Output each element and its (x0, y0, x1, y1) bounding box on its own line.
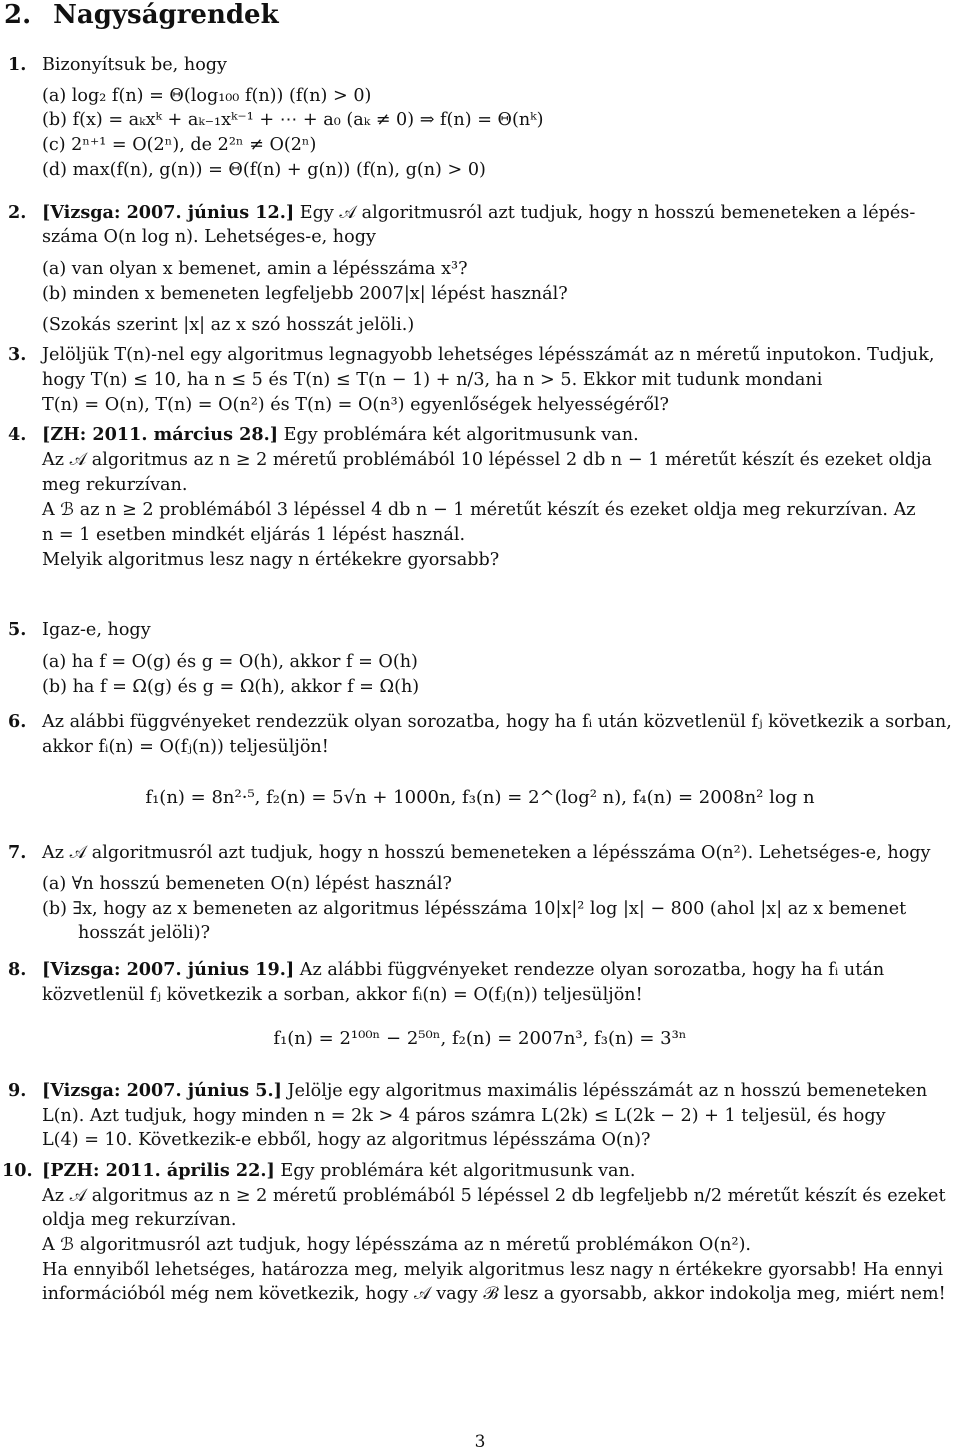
problem-10-line-2: Az 𝒜 algoritmus az n ≥ 2 méretű problémából 5 lépéssel 2 db legfeljebb n/2 méretűt készít és ezeket (42, 1186, 946, 1206)
problem-6-formula: f₁(n) = 8n²·⁵, f₂(n) = 5√n + 1000n, f₃(n) = 2^(log² n), f₄(n) = 2008n² log n (145, 787, 815, 808)
problem-1-item-a: (a) log₂ f(n) = Θ(log₁₀₀ f(n)) (f(n) > 0) (42, 86, 372, 106)
problem-4-line-2: Az 𝒜 algoritmus az n ≥ 2 méretű problémából 10 lépéssel 2 db n − 1 méretűt készít és ezeket oldja (42, 450, 932, 470)
problem-8-formula: f₁(n) = 2¹⁰⁰ⁿ − 2⁵⁰ⁿ, f₂(n) = 2007n³, f₃(n) = 3³ⁿ (273, 1028, 687, 1049)
problem-4-line-6: Melyik algoritmus lesz nagy n értékekre gyorsabb? (42, 550, 500, 570)
problem-4-line-1 (42, 423, 954, 447)
problem-2-text-1: Egy 𝒜 algoritmusról azt tudjuk, hogy n hosszú bemeneteken a lépés- (294, 203, 916, 223)
problem-3-line-3: T(n) = O(n), T(n) = O(n²) és T(n) = O(n³) egyenlőségek helyességéről? (42, 395, 669, 415)
section-title: Nagyságrendek (53, 0, 279, 30)
problem-2-note: (Szokás szerint |x| az x szó hosszát jelöli.) (42, 315, 415, 335)
problem-10-line-5: Ha ennyiből lehetséges, határozza meg, melyik algoritmus lesz nagy n értékekre gyorsabb! Ha ennyi (42, 1260, 944, 1280)
problem-9-number: 9. (8, 1080, 27, 1101)
problem-10-line-1 (42, 1159, 954, 1183)
problem-1-number: 1. (8, 54, 27, 75)
problem-2-line-1 (42, 201, 954, 225)
problem-7-item-b-line-2: hosszát jelöli)? (78, 923, 211, 943)
problem-8-line-2: közvetlenül fⱼ következik a sorban, akkor fᵢ(n) = O(fⱼ(n)) teljesüljön! (42, 985, 643, 1005)
problem-8-line-1 (42, 958, 954, 982)
problem-2-tag: [Vizsga: 2007. június 12.] (42, 202, 295, 223)
problem-10-text-1: Egy problémára két algoritmusunk van. (274, 1161, 636, 1181)
problem-2-line-2: száma O(n log n). Lehetséges-e, hogy (42, 227, 376, 247)
problem-5-item-a: (a) ha f = O(g) és g = O(h), akkor f = O(h) (42, 652, 418, 672)
problem-3-line-1: Jelöljük T(n)-nel egy algoritmus legnagyobb lehetséges lépésszámát az n méretű inputokon. Tudjuk, (42, 345, 935, 365)
problem-4-line-5: n = 1 esetben mindkét eljárás 1 lépést használ. (42, 525, 466, 545)
section-number: 2. (4, 0, 32, 30)
problem-9-tag: [Vizsga: 2007. június 5.] (42, 1080, 282, 1101)
problem-8-tag: [Vizsga: 2007. június 19.] (42, 959, 295, 980)
problem-4-line-3: meg rekurzívan. (42, 475, 188, 495)
problem-2-item-a: (a) van olyan x bemenet, amin a lépésszáma x³? (42, 259, 468, 279)
problem-5-intro: Igaz-e, hogy (42, 620, 151, 640)
problem-9-text-1: Jelölje egy algoritmus maximális lépésszámát az n hosszú bemeneteken (281, 1081, 928, 1101)
problem-5-number: 5. (8, 619, 27, 640)
problem-7-line-1: Az 𝒜 algoritmusról azt tudjuk, hogy n hosszú bemeneteken a lépésszáma O(n²). Lehetséges-e, hogy (42, 843, 931, 863)
problem-3-number: 3. (8, 344, 27, 365)
problem-6-number: 6. (8, 711, 27, 732)
problem-1-item-c: (c) 2ⁿ⁺¹ = O(2ⁿ), de 2²ⁿ ≠ O(2ⁿ) (42, 135, 317, 155)
problem-10-line-4: A ℬ algoritmusról azt tudjuk, hogy lépésszáma az n méretű problémákon O(n²). (42, 1235, 752, 1255)
section-heading (4, 0, 301, 30)
problem-6-line-1: Az alábbi függvényeket rendezzük olyan sorozatba, hogy ha fᵢ után közvetlenül fⱼ következik a sorban, (42, 712, 952, 732)
problem-9-line-2: L(n). Azt tudjuk, hogy minden n = 2k > 4 páros számra L(2k) ≤ L(2k − 2) + 1 teljesül, és hogy (42, 1106, 886, 1126)
problem-5-item-b: (b) ha f = Ω(g) és g = Ω(h), akkor f = Ω(h) (42, 677, 420, 697)
problem-10-tag: [PZH: 2011. április 22.] (42, 1160, 275, 1181)
problem-1-item-d: (d) max(f(n), g(n)) = Θ(f(n) + g(n)) (f(n), g(n) > 0) (42, 160, 486, 180)
problem-7-item-b-line-1: (b) ∃x, hogy az x bemeneten az algoritmus lépésszáma 10|x|² log |x| − 800 (ahol |x| az x bemenet (42, 899, 907, 919)
problem-7-item-a: (a) ∀n hosszú bemeneten O(n) lépést használ? (42, 874, 452, 894)
problem-10-line-3: oldja meg rekurzívan. (42, 1210, 237, 1230)
problem-8-text-1: Az alábbi függvényeket rendezze olyan sorozatba, hogy ha fᵢ után (294, 960, 885, 980)
problem-2-number: 2. (8, 202, 27, 223)
problem-4-line-4: A ℬ az n ≥ 2 problémából 3 lépéssel 4 db n − 1 méretűt készít és ezeket oldja meg rekurzívan. Az (42, 500, 916, 520)
problem-10-line-6: információból még nem következik, hogy 𝒜 vagy ℬ lesz a gyorsabb, akkor indokolja meg, miért nem! (42, 1284, 946, 1304)
problem-9-line-1 (42, 1079, 954, 1103)
problem-4-number: 4. (8, 424, 27, 445)
problem-4-tag: [ZH: 2011. március 28.] (42, 424, 279, 445)
problem-2-item-b: (b) minden x bemeneten legfeljebb 2007|x| lépést használ? (42, 284, 568, 304)
problem-1-intro: Bizonyítsuk be, hogy (42, 55, 227, 75)
problem-6-line-2: akkor fᵢ(n) = O(fⱼ(n)) teljesüljön! (42, 737, 329, 757)
problem-7-number: 7. (8, 842, 27, 863)
problem-8-number: 8. (8, 959, 27, 980)
problem-3-line-2: hogy T(n) ≤ 10, ha n ≤ 5 és T(n) ≤ T(n − 1) + n/3, ha n > 5. Ekkor mit tudunk mondani (42, 370, 823, 390)
problem-1-item-b: (b) f(x) = aₖxᵏ + aₖ₋₁xᵏ⁻¹ + ⋯ + a₀ (aₖ ≠ 0) ⇒ f(n) = Θ(nᵏ) (42, 110, 544, 130)
problem-10-number: 10. (2, 1160, 33, 1181)
problem-9-line-3: L(4) = 10. Következik-e ebből, hogy az algoritmus lépésszáma O(n)? (42, 1130, 651, 1150)
page-number: 3 (474, 1432, 486, 1452)
problem-4-text-1: Egy problémára két algoritmusunk van. (278, 425, 639, 445)
